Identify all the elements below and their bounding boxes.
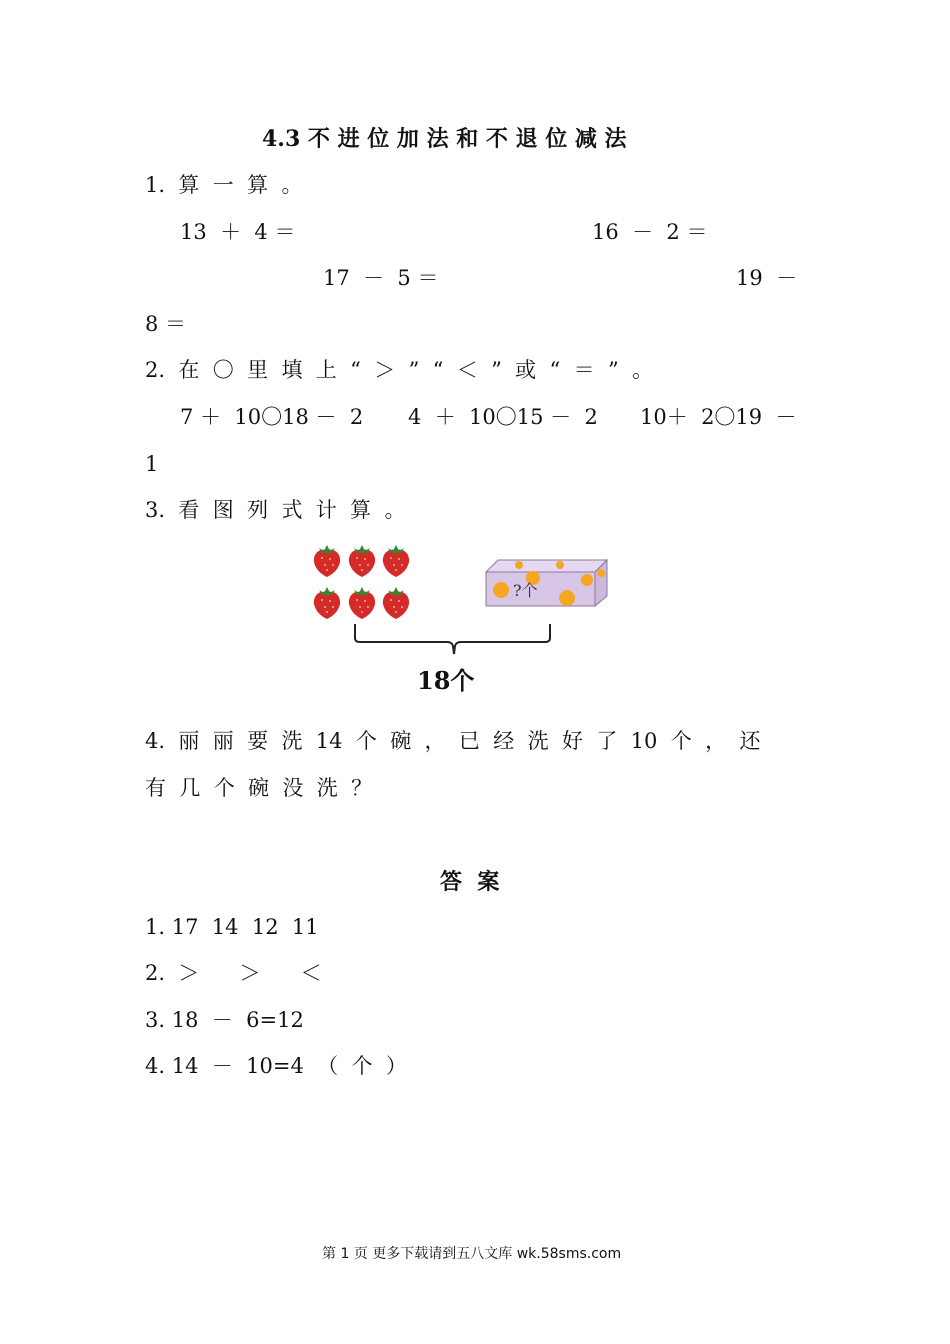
q2-item-c: 10＋ 2〇19 － <box>640 405 797 429</box>
q1-item-d: 19 － <box>736 266 798 290</box>
q2-item-a: 7 ＋ 10〇18 － 2 <box>180 405 364 429</box>
total-label: 18个 <box>417 666 475 695</box>
answer-4: 4. 14 － 10=4 （ 个 ） <box>145 1054 407 1078</box>
brace <box>355 624 550 654</box>
q1-item-c: 17 － 5 ＝ <box>323 266 439 290</box>
q1-item-b: 16 － 2 ＝ <box>592 220 708 244</box>
strawberry-icon <box>383 587 409 619</box>
strawberry-icon <box>349 587 375 619</box>
q2-item-b: 4 ＋ 10〇15 － 2 <box>408 405 598 429</box>
strawberry-icon <box>383 545 409 577</box>
q2-item-c-cont: 1 <box>145 452 159 476</box>
answer-1: 1. 17 14 12 11 <box>145 915 319 939</box>
q3-heading: 3. 看 图 列 式 计 算 。 <box>145 498 406 522</box>
q4-line1: 4. 丽 丽 要 洗 14 个 碗 ， 已 经 洗 好 了 10 个 ， 还 <box>145 729 761 753</box>
q3-picture <box>305 538 625 698</box>
q4-line2: 有 几 个 碗 没 洗 ？ <box>145 776 373 800</box>
q1-item-d-cont: 8 ＝ <box>145 312 187 336</box>
q1-heading: 1. 算 一 算 。 <box>145 173 303 197</box>
q1-item-a: 13 ＋ 4 ＝ <box>180 220 296 244</box>
answer-2: 2. ＞ ＞ ＜ <box>145 961 322 985</box>
answers-heading: 答 案 <box>440 869 500 895</box>
box-label: ?个 <box>513 581 538 600</box>
strawberry-icon <box>349 545 375 577</box>
q2-heading: 2. 在 〇 里 填 上 “ ＞ ” “ ＜ ” 或 “ ＝ ” 。 <box>145 358 654 382</box>
strawberry-icon <box>314 545 340 577</box>
strawberry-icon <box>314 587 340 619</box>
box-icon <box>486 560 607 606</box>
page-title: 4.3 不 进 位 加 法 和 不 退 位 减 法 <box>262 126 627 152</box>
answer-3: 3. 18 － 6=12 <box>145 1008 304 1032</box>
page-footer: 第 1 页 更多下载请到五八文库 wk.58sms.com <box>322 1246 622 1262</box>
